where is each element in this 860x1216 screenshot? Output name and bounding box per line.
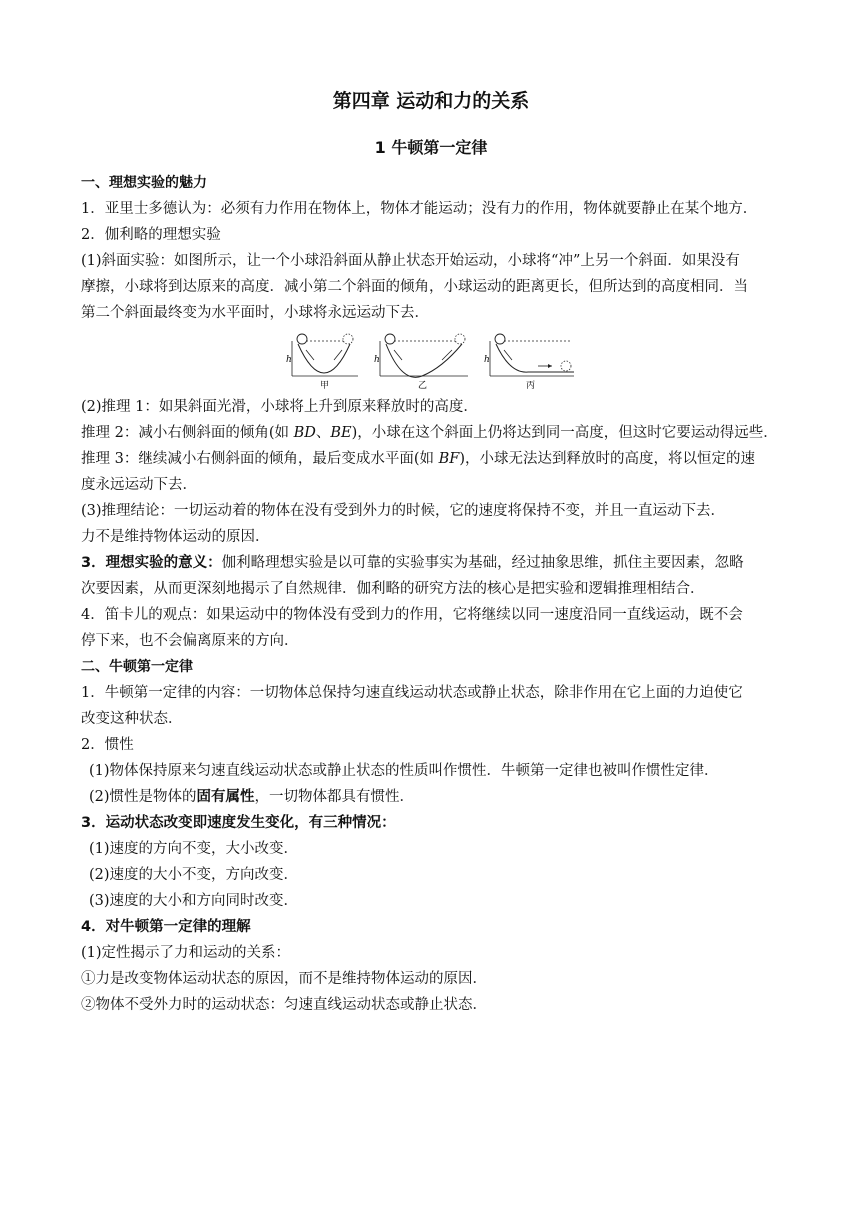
paragraph-incline-2: 摩擦，小球将到达原来的高度．减小第二个斜面的倾角，小球运动的距离更长，但所达到的高度相同．当 <box>81 279 748 295</box>
heading-ideal-experiment: 一、理想实验的魅力 <box>81 175 207 191</box>
h-label-yi: h <box>374 355 380 365</box>
paragraph-inertia-title: 2．惯性 <box>81 737 134 753</box>
label-bd: BD <box>293 425 316 441</box>
incline-figure <box>81 332 781 390</box>
paragraph-inference-3b: 度永远运动下去． <box>81 477 197 493</box>
inference-2-post: )，小球在这个斜面上仍将达到同一高度，但这时它要运动得远些． <box>351 425 778 441</box>
paragraph-state-change: 3．运动状态改变即速度发生变化，有三种情况： <box>81 815 396 831</box>
inertia-2-pre: (2)惯性是物体的 <box>89 789 197 805</box>
paragraph-descartes-b: 停下来，也不会偏离原来的方向． <box>81 633 299 649</box>
paragraph-case-2: (2)速度的大小不变，方向改变． <box>89 867 299 883</box>
figure-bing <box>482 332 578 390</box>
significance-text: 伽利略理想实验是以可靠的实验事实为基础，经过抽象思维，抓住主要因素，忽略 <box>221 555 744 571</box>
paragraph-inertia-1: (1)物体保持原来匀速直线运动状态或静止状态的性质叫作惯性．牛顿第一定律也被叫作惯性定律． <box>89 763 719 779</box>
h-label-jia: h <box>286 355 292 365</box>
paragraph-force-not-cause: 力不是维持物体运动的原因． <box>81 529 270 545</box>
paragraph-inference-3 <box>81 446 781 472</box>
paragraph-point-2: ②物体不受外力时的运动状态：匀速直线运动状态或静止状态． <box>81 997 487 1013</box>
label-jia: 甲 <box>320 381 330 390</box>
paragraph-significance-b: 次要因素，从而更深刻地揭示了自然规律．伽利略的研究方法的核心是把实验和逻辑推理相结合． <box>81 581 705 597</box>
paragraph-incline-1: (1)斜面实验：如图所示，让一个小球沿斜面从静止状态开始运动，小球将“冲”上另一个斜面．如果没有 <box>81 253 740 269</box>
significance-label: 3．理想实验的意义： <box>81 555 222 571</box>
paragraph-case-1: (1)速度的方向不变，大小改变． <box>89 841 299 857</box>
inertia-2-bold: 固有属性 <box>196 789 255 805</box>
label-be: BE <box>330 425 352 441</box>
paragraph-understanding: 4．对牛顿第一定律的理解 <box>81 919 251 935</box>
paragraph-case-3: (3)速度的大小和方向同时改变． <box>89 893 299 909</box>
inertia-2-post: ，一切物体都具有惯性． <box>254 789 415 805</box>
section-title: 1 牛顿第一定律 <box>374 138 488 157</box>
inference-3-pre: 推理 3：继续减小右侧斜面的倾角，最后变成水平面(如 <box>81 451 439 467</box>
label-yi: 乙 <box>418 381 428 390</box>
h-label-bing: h <box>484 355 490 365</box>
paragraph-inference-2 <box>81 420 781 446</box>
heading-newton-first-law: 二、牛顿第一定律 <box>81 659 193 675</box>
label-bf: BF <box>438 451 460 467</box>
paragraph-point-1: ①力是改变物体运动状态的原因，而不是维持物体运动的原因． <box>81 971 487 987</box>
inference-2-sep: 、 <box>315 425 331 441</box>
inference-3-post: )，小球无法达到释放时的高度，将以恒定的速 <box>459 451 755 467</box>
paragraph-inertia-2 <box>81 784 781 810</box>
label-bing: 丙 <box>526 381 536 390</box>
document-page <box>81 86 781 1018</box>
paragraph-incline-3: 第二个斜面最终变为水平面时，小球将永远运动下去． <box>81 305 429 321</box>
paragraph-qualitative: (1)定性揭示了力和运动的关系： <box>81 945 291 961</box>
paragraph-galileo-title: 2．伽利略的理想实验 <box>81 227 221 243</box>
chapter-title: 第四章 运动和力的关系 <box>332 90 530 112</box>
figure-jia <box>284 332 362 390</box>
paragraph-law-content-b: 改变这种状态． <box>81 711 183 727</box>
paragraph-aristotle: 1．亚里士多德认为：必须有力作用在物体上，物体才能运动；没有力的作用，物体就要静止在某个地方． <box>81 201 758 217</box>
paragraph-conclusion: (3)推理结论：一切运动着的物体在没有受到外力的时候，它的速度将保持不变，并且一直运动下去． <box>81 503 726 519</box>
paragraph-inference-1: (2)推理 1：如果斜面光滑，小球将上升到原来释放时的高度． <box>81 399 478 415</box>
inference-2-pre: 推理 2：减小右侧斜面的倾角(如 <box>81 425 294 441</box>
paragraph-significance <box>81 550 781 576</box>
paragraph-law-content: 1．牛顿第一定律的内容：一切物体总保持匀速直线运动状态或静止状态，除非作用在它上面的力迫使它 <box>81 685 743 701</box>
paragraph-descartes: 4．笛卡儿的观点：如果运动中的物体没有受到力的作用，它将继续以同一速度沿同一直线运动，既不会 <box>81 607 743 623</box>
figure-yi <box>372 332 472 390</box>
